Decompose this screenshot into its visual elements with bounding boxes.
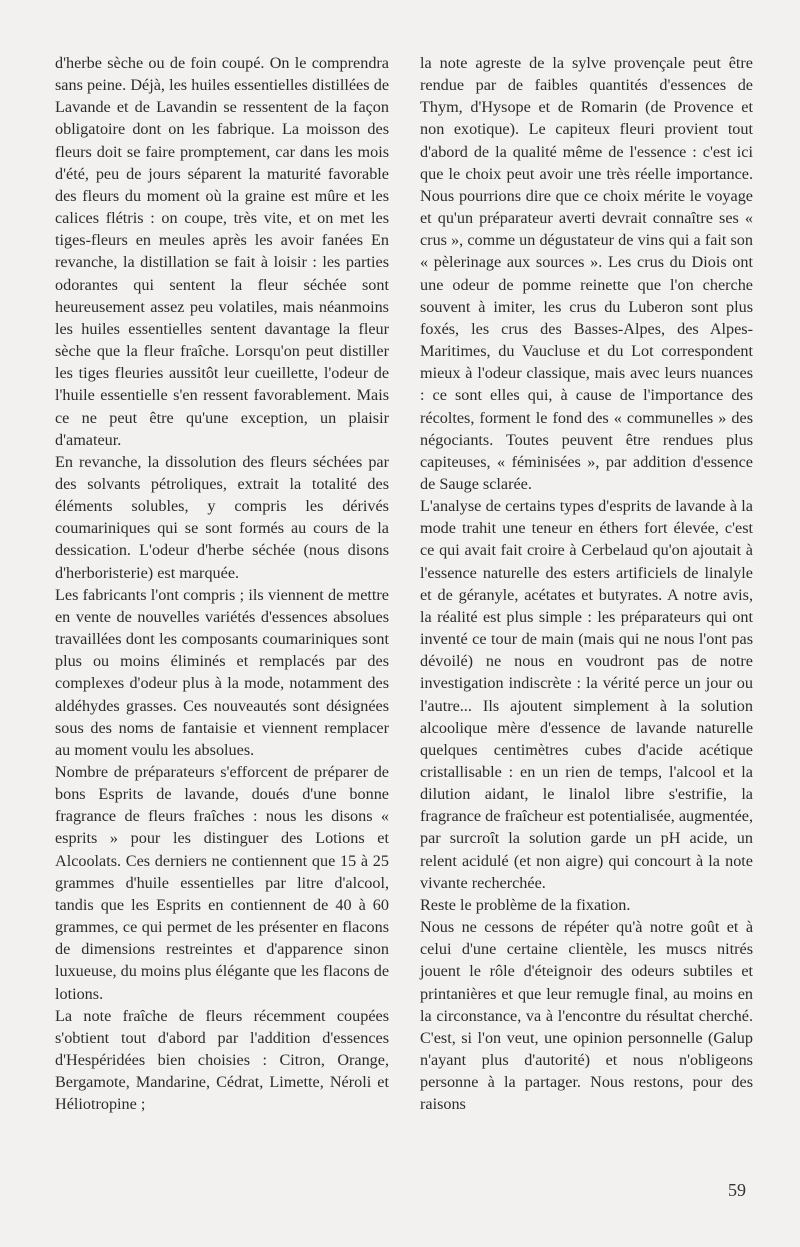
paragraph: Reste le problème de la fixation. [420, 895, 631, 914]
paragraph: Les fabricants l'ont compris ; ils viennent de mettre en vente de nouvelles variétés d'essences absolues travaillées dont les composants coumariniques sont plus ou moins éliminés et remplacés par des complexes d'odeur plus à la mode, notamment des aldéhydes grasses. Ces nouveautés sont désignées sous des noms de fantaisie et viennent remplacer au moment voulu les absolues. [55, 585, 389, 759]
left-column [55, 52, 389, 1116]
page-number: 59 [728, 1180, 746, 1200]
paragraph: la note agreste de la sylve provençale peut être rendue par de faibles quantités d'essences de Thym, d'Hysope et de Romarin (de Provence et non exotique). Le capiteux fleuri provient tout d'abord de la qualité même de l'essence : c'est ici que le choix peut avoir une très réelle importance. Nous pourrions dire que ce choix mérite le voyage et qu'un préparateur averti devrait connaître ses « crus », comme un dégustateur de vins qui a fait son « pèlerinage aux sources ». Les crus du Diois ont une odeur de pomme reinette que l'on cherche souvent à imiter, les crus du Luberon sont plus foxés, les crus des Basses-Alpes, des Alpes-Maritimes, du Vaucluse et du Lot correspondent mieux à l'odeur classique, mais avec leurs nuances : ce sont elles qui, à cause de l'importance des récoltes, forment le fond des « communelles » des négociants. Toutes peuvent être rendues plus capiteuses, « féminisées », par addition d'essence de Sauge sclarée. [420, 54, 753, 493]
right-column [420, 52, 753, 1116]
paragraph: En revanche, la dissolution des fleurs séchées par des solvants pétroliques, extrait la totalité des éléments solubles, y compris les dérivés coumariniques qui se sont formés au cours de la dessication. L'odeur d'herbe séchée (nous disons d'herboristerie) est marquée. [55, 452, 389, 582]
paragraph: L'analyse de certains types d'esprits de lavande à la mode trahit une teneur en éthers fort élevée, c'est ce qui avait fait croire à Cerbelaud qu'on ajoutait à l'essence naturelle des esters artificiels de linalyle et de géranyle, acétates et butyrates. A notre avis, la réalité est plus simple : les préparateurs qui ont inventé ce tour de main (mais qui ne nous l'ont pas dévoilé) ne nous en voudront pas de notre investigation indiscrète : la vérité perce un jour ou l'autre... Ils ajoutent simplement à la solution alcoolique mère d'essence de lavande naturelle quelques centimètres cubes d'acide acétique cristallisable : en un rien de temps, l'alcool et la dilution aidant, le linalol libre s'estrifie, la fragrance de fraîcheur est potentialisée, augmentée, par surcroît la solution garde un pH acide, un relent acidulé (et non aigre) qui concourt à la note vivante recherchée. [420, 497, 754, 892]
paragraph: La note fraîche de fleurs récemment coupées s'obtient tout d'abord par l'addition d'essences d'Hespéridées bien choisies : Citron, Orange, Bergamote, Mandarine, Cédrat, Limette, Néroli et Héliotropine ; [55, 1006, 389, 1114]
paragraph: Nous ne cessons de répéter qu'à notre goût et à celui d'une certaine clientèle, les muscs nitrés jouent le rôle d'éteignoir des odeurs subtiles et printanières et que leur remugle final, au moins en la circonstance, va à l'encontre du résultat cherché. C'est, si l'on veut, une opinion personnelle (Galup n'ayant plus d'autorité) et nous n'obligeons personne à la partager. Nous restons, pour des raisons [420, 918, 753, 1114]
paragraph: d'herbe sèche ou de foin coupé. On le comprendra sans peine. Déjà, les huiles essentielles distillées de Lavande et de Lavandin se ressentent de la façon obligatoire dont on les fabrique. La moisson des fleurs doit se faire promptement, car dans les mois d'été, peu de jours séparent la maturité favorable des fleurs du moment où la graine est mûre et les calices flétris : on coupe, très vite, et on met les tiges-fleurs en meules après les avoir fanées En revanche, la distillation se fait à loisir : les parties odorantes qui sentent la fleur séchée sont heureusement assez peu volatiles, mais néanmoins les huiles essentielles sentent davantage la fleur sèche que la fleur fraîche. Lorsqu'on peut distiller les tiges fleuries aussitôt leur cueillette, l'odeur de l'huile essentielle s'en ressent favorablement. Mais ce ne peut être qu'une exception, un plaisir d'amateur. [55, 54, 389, 449]
paragraph: Nombre de préparateurs s'efforcent de préparer de bons Esprits de lavande, doués d'une bonne fragrance de fleurs fraîches : nous les disons « esprits » pour les distinguer des Lotions et Alcoolats. Ces derniers ne contiennent que 15 à 25 grammes d'huile essentielles par litre d'alcool, tandis que les Esprits en contiennent de 40 à 60 grammes, ce qui permet de les présenter en flacons de dimensions restreintes et d'apparence sinon luxueuse, du moins plus élégante que les flacons de lotions. [55, 763, 390, 1003]
